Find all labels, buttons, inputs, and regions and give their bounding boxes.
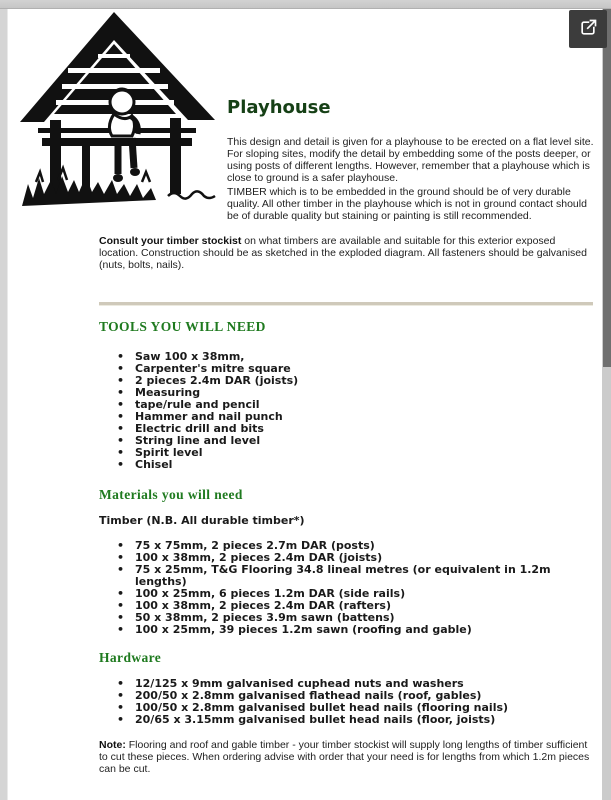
list-item: • Carpenter's mitre square [99,363,592,375]
list-item: • 75 x 75mm, 2 pieces 2.7m DAR (posts) [99,540,592,552]
note-paragraph [99,739,597,775]
horizontal-rule [99,302,593,306]
timber-subheading: Timber (N.B. All durable timber*) [99,514,305,527]
open-in-new-button[interactable] [569,10,607,48]
note-lead: Note: [99,739,126,751]
viewer-left-edge [0,9,8,800]
list-item: • String line and level [99,435,592,447]
scrollbar-thumb[interactable] [603,9,611,367]
list-item: • Hammer and nail punch [99,411,592,423]
list-item: • Spirit level [99,447,592,459]
list-item: • 20/65 x 3.15mm galvanised bullet head nails (floor, joists) [99,714,592,726]
list-item: • 12/125 x 9mm galvanised cuphead nuts and washers [99,678,592,690]
list-item: • Chisel [99,459,592,471]
page-title: Playhouse [227,97,331,118]
list-item: • Measuring [99,387,592,399]
list-item: • 100/50 x 2.8mm galvanised bullet head nails (flooring nails) [99,702,592,714]
list-item: • 75 x 25mm, T&G Flooring 34.8 lineal metres (or equivalent in 1.2m lengths) [99,564,592,588]
consult-text: on what timbers are available and suitable for this exterior exposed location. Construction should be as sketched in the exploded diagram. All fasteners should be galvanised (nuts, bolts, nails). [99,235,587,271]
list-item: • 100 x 25mm, 39 pieces 1.2m sawn (roofing and gable) [99,624,592,636]
hardware-list [99,678,592,726]
list-item: • 100 x 38mm, 2 pieces 2.4m DAR (joists) [99,552,592,564]
tools-heading: TOOLS YOU WILL NEED [99,319,266,334]
playhouse-illustration [18,10,218,210]
list-item: • 100 x 25mm, 6 pieces 1.2m DAR (side rails) [99,588,592,600]
hardware-heading: Hardware [99,650,162,665]
consult-lead: Consult your timber stockist [99,235,242,247]
timber-list [99,540,592,636]
tools-list [99,351,592,471]
list-item: • 50 x 38mm, 2 pieces 3.9m sawn (battens) [99,612,592,624]
materials-heading: Materials you will need [99,487,243,502]
consult-paragraph [99,235,597,271]
list-item: • 200/50 x 2.8mm galvanised flathead nails (roof, gables) [99,690,592,702]
list-item: • 2 pieces 2.4m DAR (joists) [99,375,592,387]
list-item: • Electric drill and bits [99,423,592,435]
intro-paragraph-1: This design and detail is given for a playhouse to be erected on a flat level site. For sloping sites, modify the detail by embedding some of the posts deeper, or using posts of different lengths. However, remember that a playhouse which is close to ground is a safer playhouse. [227,136,594,184]
note-text: Flooring and roof and gable timber - your timber stockist will supply long lengths of timber sufficient to cut these pieces. When ordering advise with order that your need is for lengths from which 1.2m pieces can be cut. [99,739,590,775]
viewer-top-edge [0,0,611,9]
list-item: • Saw 100 x 38mm, [99,351,592,363]
list-item: • tape/rule and pencil [99,399,592,411]
open-in-new-icon [578,18,598,41]
list-item: • 100 x 38mm, 2 pieces 2.4m DAR (rafters) [99,600,592,612]
intro-paragraph-2: TIMBER which is to be embedded in the ground should be of very durable quality. All other timber in the playhouse which is not in ground contact should be of durable quality but staining or painting is still recommended. [227,186,587,222]
